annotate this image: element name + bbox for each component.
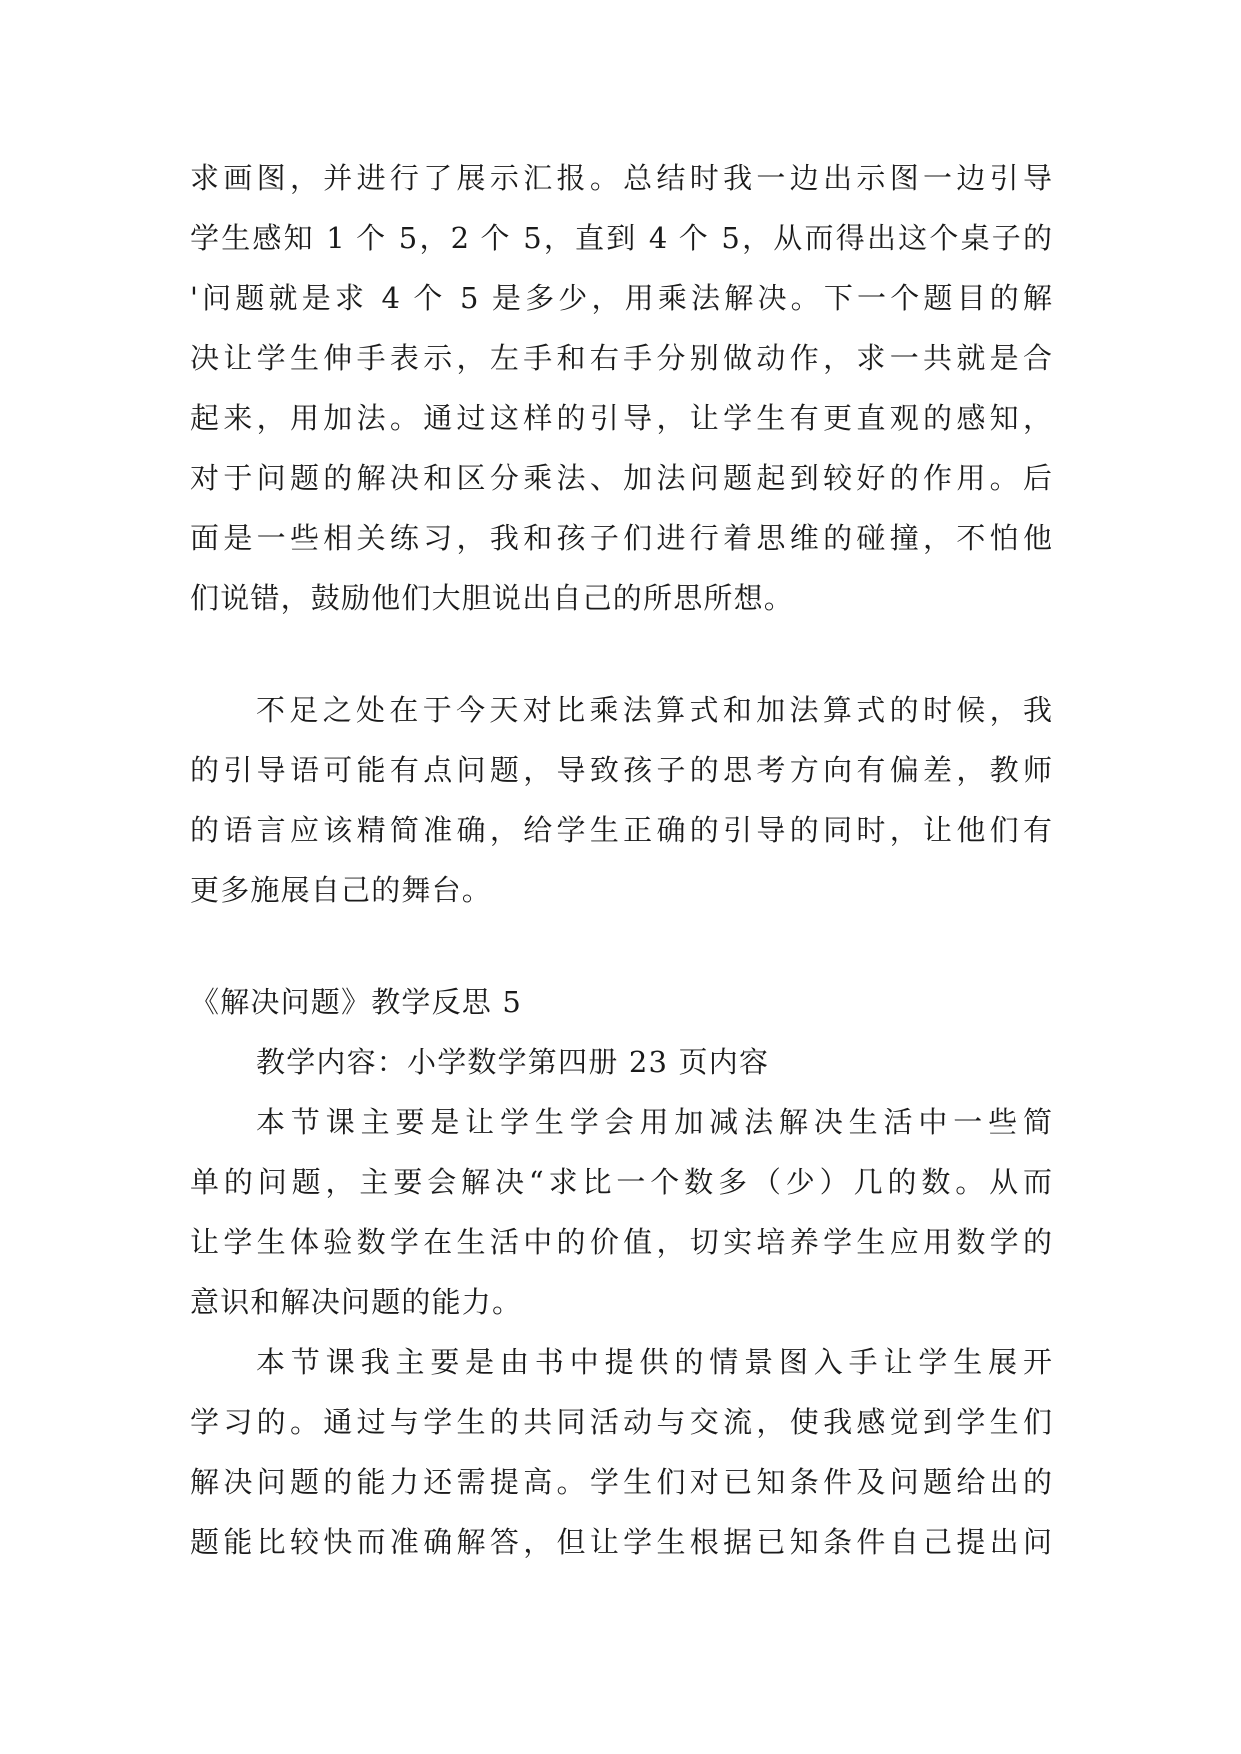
text-line: 本节课主要是让学生学会用加减法解决生活中一些简: [256, 1105, 1052, 1139]
text-line: 让学生体验数学在生活中的价值，切实培养学生应用数学的: [190, 1225, 1052, 1259]
text-line: 面是一些相关练习，我和孩子们进行着思维的碰撞，不怕他: [190, 521, 1052, 555]
text-line: 的语言应该精简准确，给学生正确的引导的同时，让他们有: [190, 813, 1052, 847]
text-line: 求画图，并进行了展示汇报。总结时我一边出示图一边引导: [190, 161, 1052, 195]
text-line: 意识和解决问题的能力。: [190, 1285, 523, 1319]
text-line: 更多施展自己的舞台。: [190, 873, 493, 907]
text-line: 起来，用加法。通过这样的引导，让学生有更直观的感知，: [190, 401, 1052, 435]
text-line: 本节课我主要是由书中提供的情景图入手让学生展开: [256, 1345, 1052, 1379]
teaching-content: 教学内容：小学数学第四册 23 页内容: [256, 1045, 770, 1079]
text-line: '问题就是求 4 个 5 是多少，用乘法解决。下一个题目的解: [190, 281, 1052, 315]
section-title: 《解决问题》教学反思 5: [190, 985, 523, 1019]
text-line: 学生感知 1 个 5，2 个 5，直到 4 个 5，从而得出这个桌子的: [190, 221, 1052, 255]
text-line: 对于问题的解决和区分乘法、加法问题起到较好的作用。后: [190, 461, 1052, 495]
text-line: 单的问题，主要会解决“求比一个数多（少）几的数。从而: [190, 1165, 1052, 1199]
text-line: 学习的。通过与学生的共同活动与交流，使我感觉到学生们: [190, 1405, 1052, 1439]
text-line: 解决问题的能力还需提高。学生们对已知条件及问题给出的: [190, 1465, 1052, 1499]
text-line: 们说错，鼓励他们大胆说出自己的所思所想。: [190, 581, 795, 615]
text-line: 的引导语可能有点问题，导致孩子的思考方向有偏差，教师: [190, 753, 1052, 787]
text-line: 不足之处在于今天对比乘法算式和加法算式的时候，我: [256, 693, 1052, 727]
text-line: 决让学生伸手表示，左手和右手分别做动作，求一共就是合: [190, 341, 1052, 375]
text-line: 题能比较快而准确解答，但让学生根据已知条件自己提出问: [190, 1525, 1052, 1559]
